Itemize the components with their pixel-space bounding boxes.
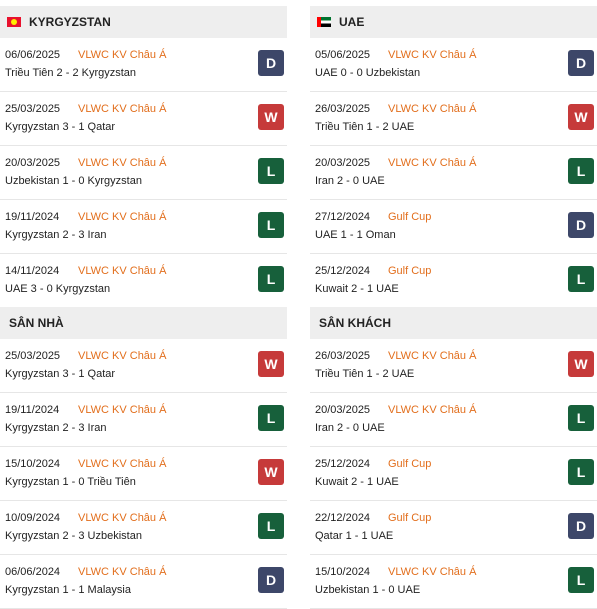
match-competition[interactable]: VLWC KV Châu Á xyxy=(388,157,477,169)
match-row[interactable] xyxy=(0,38,287,92)
match-date: 10/09/2024 xyxy=(5,512,61,524)
uae-flag-icon xyxy=(317,17,331,27)
panel-title: KYRGYZSTAN xyxy=(29,15,111,29)
match-score: Kuwait 2 - 1 UAE xyxy=(315,476,399,488)
match-score: Qatar 1 - 1 UAE xyxy=(315,530,394,542)
match-score: Kyrgyzstan 2 - 3 Iran xyxy=(5,229,107,241)
match-score: Kyrgyzstan 2 - 3 Iran xyxy=(5,422,107,434)
match-row[interactable] xyxy=(0,339,287,393)
match-score: UAE 0 - 0 Uzbekistan xyxy=(315,67,421,79)
result-badge: W xyxy=(568,104,594,130)
match-row[interactable] xyxy=(310,254,597,308)
result-badge: D xyxy=(258,50,284,76)
match-score: Kyrgyzstan 2 - 3 Uzbekistan xyxy=(5,530,142,542)
match-row[interactable] xyxy=(0,146,287,200)
match-date: 19/11/2024 xyxy=(5,211,60,223)
match-date: 26/03/2025 xyxy=(315,103,371,115)
result-badge: W xyxy=(258,459,284,485)
match-row[interactable] xyxy=(0,501,287,555)
match-row[interactable] xyxy=(310,200,597,254)
match-competition[interactable]: VLWC KV Châu Á xyxy=(78,265,167,277)
match-date: 06/06/2025 xyxy=(5,49,61,61)
match-competition[interactable]: VLWC KV Châu Á xyxy=(78,566,167,578)
match-date: 27/12/2024 xyxy=(315,211,371,223)
match-competition[interactable]: VLWC KV Châu Á xyxy=(388,350,477,362)
match-date: 25/12/2024 xyxy=(315,458,371,470)
match-date: 22/12/2024 xyxy=(315,512,371,524)
panel-header xyxy=(0,307,287,339)
result-badge: L xyxy=(258,212,284,238)
match-row[interactable] xyxy=(310,92,597,146)
panel-title: SÂN NHÀ xyxy=(9,316,64,330)
match-date: 25/03/2025 xyxy=(5,103,61,115)
result-badge: L xyxy=(258,513,284,539)
match-date: 20/03/2025 xyxy=(5,157,61,169)
result-badge: D xyxy=(258,567,284,593)
match-row[interactable] xyxy=(0,393,287,447)
match-score: Kyrgyzstan 3 - 1 Qatar xyxy=(5,368,116,380)
result-badge: L xyxy=(258,266,284,292)
match-row[interactable] xyxy=(0,447,287,501)
match-date: 20/03/2025 xyxy=(315,157,371,169)
match-date: 06/06/2024 xyxy=(5,566,61,578)
match-competition[interactable]: VLWC KV Châu Á xyxy=(78,49,167,61)
match-row[interactable] xyxy=(310,393,597,447)
result-badge: L xyxy=(258,158,284,184)
match-score: Iran 2 - 0 UAE xyxy=(315,422,385,434)
match-score: Uzbekistan 1 - 0 Kyrgyzstan xyxy=(5,175,142,187)
panel-header xyxy=(310,307,597,339)
away-form-panel xyxy=(310,307,597,609)
match-row[interactable] xyxy=(0,200,287,254)
match-competition[interactable]: VLWC KV Châu Á xyxy=(78,211,167,223)
match-row[interactable] xyxy=(0,92,287,146)
panel-title: UAE xyxy=(339,15,365,29)
match-score: Iran 2 - 0 UAE xyxy=(315,175,385,187)
panel-title: SÂN KHÁCH xyxy=(319,316,391,330)
match-score: Kyrgyzstan 1 - 0 Triều Tiên xyxy=(5,476,136,488)
match-date: 26/03/2025 xyxy=(315,350,371,362)
result-badge: D xyxy=(568,513,594,539)
match-score: UAE 1 - 1 Oman xyxy=(315,229,396,241)
result-badge: L xyxy=(258,405,284,431)
panel-header xyxy=(310,6,597,38)
match-date: 25/12/2024 xyxy=(315,265,371,277)
match-date: 25/03/2025 xyxy=(5,350,61,362)
match-date: 20/03/2025 xyxy=(315,404,371,416)
match-row[interactable] xyxy=(0,555,287,609)
kyrgyzstan-form-panel xyxy=(0,6,287,308)
result-badge: W xyxy=(258,351,284,377)
result-badge: L xyxy=(568,405,594,431)
result-badge: W xyxy=(258,104,284,130)
match-competition[interactable]: Gulf Cup xyxy=(388,458,432,470)
kyrgyzstan-flag-icon xyxy=(7,17,21,27)
match-date: 05/06/2025 xyxy=(315,49,371,61)
match-competition[interactable]: VLWC KV Châu Á xyxy=(388,404,477,416)
result-badge: D xyxy=(568,50,594,76)
match-score: UAE 3 - 0 Kyrgyzstan xyxy=(5,283,111,295)
match-row[interactable] xyxy=(310,501,597,555)
match-competition[interactable]: VLWC KV Châu Á xyxy=(78,512,167,524)
match-competition[interactable]: VLWC KV Châu Á xyxy=(78,350,167,362)
match-competition[interactable]: VLWC KV Châu Á xyxy=(78,103,167,115)
match-competition[interactable]: VLWC KV Châu Á xyxy=(78,157,167,169)
match-score: Kuwait 2 - 1 UAE xyxy=(315,283,399,295)
result-badge: L xyxy=(568,266,594,292)
match-competition[interactable]: VLWC KV Châu Á xyxy=(78,404,167,416)
match-score: Kyrgyzstan 1 - 1 Malaysia xyxy=(5,584,131,596)
match-row[interactable] xyxy=(310,447,597,501)
result-badge: L xyxy=(568,459,594,485)
match-date: 14/11/2024 xyxy=(5,265,60,277)
match-date: 15/10/2024 xyxy=(5,458,61,470)
match-score: Triều Tiên 1 - 2 UAE xyxy=(315,368,415,380)
match-row[interactable] xyxy=(0,254,287,308)
match-competition[interactable]: Gulf Cup xyxy=(388,265,432,277)
result-badge: W xyxy=(568,351,594,377)
match-score: Triều Tiên 2 - 2 Kyrgyzstan xyxy=(5,67,137,79)
match-competition[interactable]: VLWC KV Châu Á xyxy=(388,103,477,115)
home-form-panel xyxy=(0,307,287,609)
match-score: Triều Tiên 1 - 2 UAE xyxy=(315,121,415,133)
match-competition[interactable]: Gulf Cup xyxy=(388,512,432,524)
match-row[interactable] xyxy=(310,339,597,393)
result-badge: D xyxy=(568,212,594,238)
match-row[interactable] xyxy=(310,38,597,92)
match-competition[interactable]: Gulf Cup xyxy=(388,211,432,223)
match-competition[interactable]: VLWC KV Châu Á xyxy=(388,566,477,578)
result-badge: L xyxy=(568,567,594,593)
match-date: 15/10/2024 xyxy=(315,566,371,578)
match-score: Uzbekistan 1 - 0 UAE xyxy=(315,584,421,596)
match-date: 19/11/2024 xyxy=(5,404,60,416)
result-badge: L xyxy=(568,158,594,184)
match-competition[interactable]: VLWC KV Châu Á xyxy=(78,458,167,470)
match-score: Kyrgyzstan 3 - 1 Qatar xyxy=(5,121,116,133)
match-row[interactable] xyxy=(310,555,597,609)
match-row[interactable] xyxy=(310,146,597,200)
match-competition[interactable]: VLWC KV Châu Á xyxy=(388,49,477,61)
uae-form-panel xyxy=(310,6,597,308)
panel-header xyxy=(0,6,287,38)
